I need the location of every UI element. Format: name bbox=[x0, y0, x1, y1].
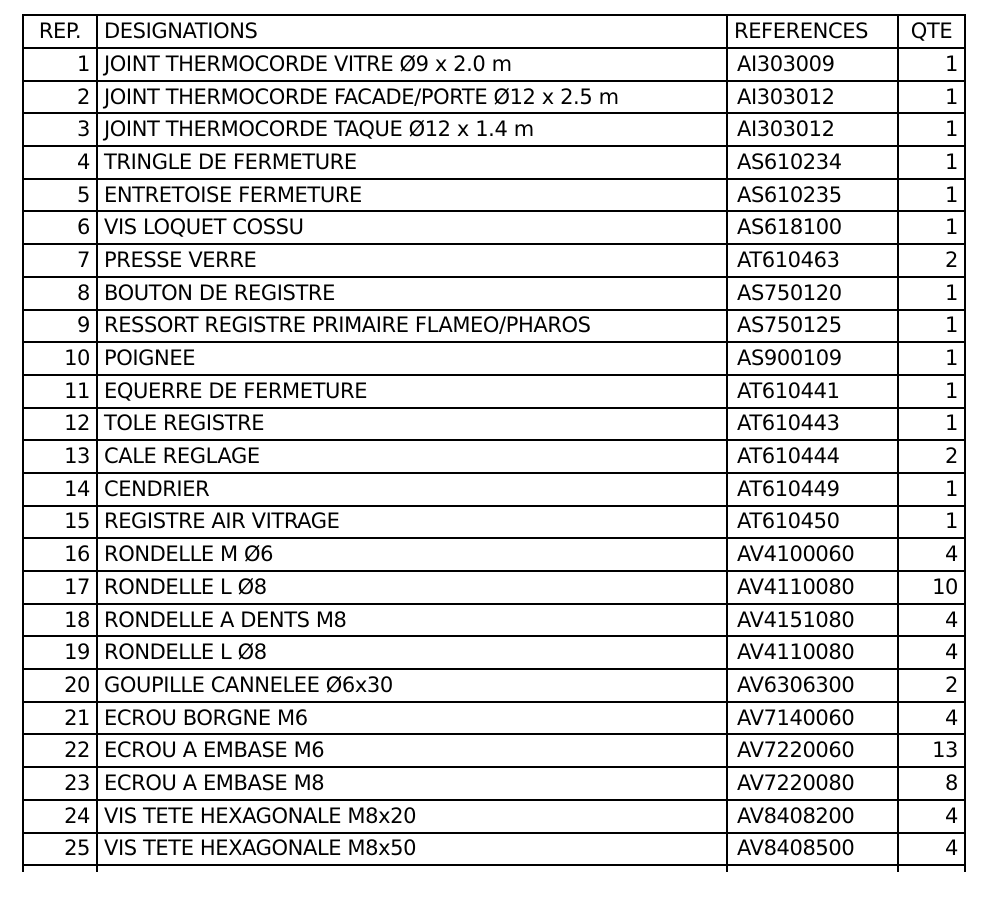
table-row-partial bbox=[23, 865, 965, 872]
designation-cell: POIGNEE bbox=[97, 342, 727, 375]
designation-cell: ECROU A EMBASE M6 bbox=[97, 734, 727, 767]
designation-cell: ECROU A EMBASE M8 bbox=[97, 767, 727, 800]
qte-cell: 4 bbox=[898, 604, 965, 637]
rep-cell: 3 bbox=[23, 113, 97, 146]
table-row bbox=[23, 113, 965, 146]
reference-cell: AT610450 bbox=[727, 506, 898, 539]
reference-cell: AS750120 bbox=[727, 277, 898, 310]
reference-cell: AI303012 bbox=[727, 113, 898, 146]
reference-cell: AI303012 bbox=[727, 81, 898, 114]
rep-cell: 24 bbox=[23, 800, 97, 833]
rep-cell: 6 bbox=[23, 211, 97, 244]
table-row bbox=[23, 833, 965, 866]
designation-cell: RESSORT REGISTRE PRIMAIRE FLAMEO/PHAROS bbox=[97, 310, 727, 343]
rep-cell: 13 bbox=[23, 440, 97, 473]
qte-cell: 1 bbox=[898, 506, 965, 539]
table-row bbox=[23, 669, 965, 702]
designation-cell: RONDELLE M Ø6 bbox=[97, 538, 727, 571]
reference-cell: AI303009 bbox=[727, 48, 898, 81]
designation-cell: JOINT THERMOCORDE VITRE Ø9 x 2.0 m bbox=[97, 48, 727, 81]
designation-cell: TOLE REGISTRE bbox=[97, 408, 727, 441]
qte-cell: 2 bbox=[898, 244, 965, 277]
table-row bbox=[23, 48, 965, 81]
reference-cell: AV4151080 bbox=[727, 604, 898, 637]
rep-cell: 2 bbox=[23, 81, 97, 114]
designation-cell: CENDRIER bbox=[97, 473, 727, 506]
table-row bbox=[23, 375, 965, 408]
reference-cell: AV6306300 bbox=[727, 669, 898, 702]
qte-cell: 4 bbox=[898, 538, 965, 571]
header-row bbox=[23, 15, 965, 48]
table-row bbox=[23, 506, 965, 539]
rep-cell: 21 bbox=[23, 702, 97, 735]
rep-cell: 5 bbox=[23, 179, 97, 212]
table-row bbox=[23, 179, 965, 212]
qte-cell: 1 bbox=[898, 473, 965, 506]
designation-cell: GOUPILLE CANNELEE Ø6x30 bbox=[97, 669, 727, 702]
table-row bbox=[23, 408, 965, 441]
reference-cell: AV4110080 bbox=[727, 636, 898, 669]
designation-cell: RONDELLE A DENTS M8 bbox=[97, 604, 727, 637]
qte-cell: 1 bbox=[898, 48, 965, 81]
rep-cell: 10 bbox=[23, 342, 97, 375]
table-row bbox=[23, 800, 965, 833]
rep-cell: 25 bbox=[23, 833, 97, 866]
table-row bbox=[23, 636, 965, 669]
qte-cell: 4 bbox=[898, 833, 965, 866]
reference-cell: AS900109 bbox=[727, 342, 898, 375]
table-row bbox=[23, 604, 965, 637]
reference-cell: AV7220060 bbox=[727, 734, 898, 767]
rep-cell: 19 bbox=[23, 636, 97, 669]
empty-cell bbox=[727, 865, 898, 872]
qte-cell: 2 bbox=[898, 440, 965, 473]
qte-cell: 1 bbox=[898, 342, 965, 375]
rep-cell: 16 bbox=[23, 538, 97, 571]
rep-cell: 7 bbox=[23, 244, 97, 277]
header-rep: REP. bbox=[23, 15, 97, 48]
empty-cell bbox=[898, 865, 965, 872]
reference-cell: AS610234 bbox=[727, 146, 898, 179]
table-row bbox=[23, 81, 965, 114]
reference-cell: AV4110080 bbox=[727, 571, 898, 604]
rep-cell: 18 bbox=[23, 604, 97, 637]
qte-cell: 1 bbox=[898, 310, 965, 343]
table-row bbox=[23, 277, 965, 310]
qte-cell: 1 bbox=[898, 113, 965, 146]
rep-cell: 11 bbox=[23, 375, 97, 408]
table-row bbox=[23, 342, 965, 375]
rep-cell: 14 bbox=[23, 473, 97, 506]
rep-cell: 23 bbox=[23, 767, 97, 800]
designation-cell: PRESSE VERRE bbox=[97, 244, 727, 277]
designation-cell: CALE REGLAGE bbox=[97, 440, 727, 473]
reference-cell: AV8408200 bbox=[727, 800, 898, 833]
rep-cell: 1 bbox=[23, 48, 97, 81]
table-row bbox=[23, 734, 965, 767]
qte-cell: 10 bbox=[898, 571, 965, 604]
qte-cell: 1 bbox=[898, 277, 965, 310]
qte-cell: 4 bbox=[898, 636, 965, 669]
table-header bbox=[23, 15, 965, 48]
designation-cell: ENTRETOISE FERMETURE bbox=[97, 179, 727, 212]
designation-cell: VIS TETE HEXAGONALE M8x50 bbox=[97, 833, 727, 866]
designation-cell: JOINT THERMOCORDE FACADE/PORTE Ø12 x 2.5 m bbox=[97, 81, 727, 114]
table-row bbox=[23, 310, 965, 343]
reference-cell: AV4100060 bbox=[727, 538, 898, 571]
rep-cell: 22 bbox=[23, 734, 97, 767]
rep-cell: 17 bbox=[23, 571, 97, 604]
parts-list-table bbox=[22, 14, 966, 872]
reference-cell: AT610463 bbox=[727, 244, 898, 277]
table-row bbox=[23, 440, 965, 473]
designation-cell: VIS LOQUET COSSU bbox=[97, 211, 727, 244]
designation-cell: TRINGLE DE FERMETURE bbox=[97, 146, 727, 179]
designation-cell: ECROU BORGNE M6 bbox=[97, 702, 727, 735]
designation-cell: BOUTON DE REGISTRE bbox=[97, 277, 727, 310]
rep-cell: 20 bbox=[23, 669, 97, 702]
qte-cell: 1 bbox=[898, 211, 965, 244]
header-qte: QTE bbox=[898, 15, 965, 48]
table-row bbox=[23, 211, 965, 244]
rep-cell: 15 bbox=[23, 506, 97, 539]
empty-cell bbox=[97, 865, 727, 872]
qte-cell: 1 bbox=[898, 81, 965, 114]
table-row bbox=[23, 538, 965, 571]
qte-cell: 1 bbox=[898, 146, 965, 179]
table-body bbox=[23, 48, 965, 872]
designation-cell: RONDELLE L Ø8 bbox=[97, 636, 727, 669]
reference-cell: AS750125 bbox=[727, 310, 898, 343]
qte-cell: 2 bbox=[898, 669, 965, 702]
qte-cell: 13 bbox=[898, 734, 965, 767]
reference-cell: AV7220080 bbox=[727, 767, 898, 800]
qte-cell: 1 bbox=[898, 179, 965, 212]
header-designation: DESIGNATIONS bbox=[97, 15, 727, 48]
reference-cell: AV7140060 bbox=[727, 702, 898, 735]
reference-cell: AT610444 bbox=[727, 440, 898, 473]
table-row bbox=[23, 571, 965, 604]
qte-cell: 8 bbox=[898, 767, 965, 800]
reference-cell: AT610443 bbox=[727, 408, 898, 441]
table-row bbox=[23, 767, 965, 800]
qte-cell: 1 bbox=[898, 375, 965, 408]
reference-cell: AV8408500 bbox=[727, 833, 898, 866]
qte-cell: 4 bbox=[898, 702, 965, 735]
rep-cell: 9 bbox=[23, 310, 97, 343]
designation-cell: JOINT THERMOCORDE TAQUE Ø12 x 1.4 m bbox=[97, 113, 727, 146]
rep-cell: 4 bbox=[23, 146, 97, 179]
designation-cell: RONDELLE L Ø8 bbox=[97, 571, 727, 604]
designation-cell: VIS TETE HEXAGONALE M8x20 bbox=[97, 800, 727, 833]
qte-cell: 1 bbox=[898, 408, 965, 441]
reference-cell: AT610441 bbox=[727, 375, 898, 408]
qte-cell: 4 bbox=[898, 800, 965, 833]
header-reference: REFERENCES bbox=[727, 15, 898, 48]
reference-cell: AS618100 bbox=[727, 211, 898, 244]
empty-cell bbox=[23, 865, 97, 872]
table-row bbox=[23, 473, 965, 506]
table-row bbox=[23, 702, 965, 735]
designation-cell: EQUERRE DE FERMETURE bbox=[97, 375, 727, 408]
reference-cell: AS610235 bbox=[727, 179, 898, 212]
rep-cell: 8 bbox=[23, 277, 97, 310]
rep-cell: 12 bbox=[23, 408, 97, 441]
table-row bbox=[23, 146, 965, 179]
designation-cell: REGISTRE AIR VITRAGE bbox=[97, 506, 727, 539]
table-row bbox=[23, 244, 965, 277]
reference-cell: AT610449 bbox=[727, 473, 898, 506]
